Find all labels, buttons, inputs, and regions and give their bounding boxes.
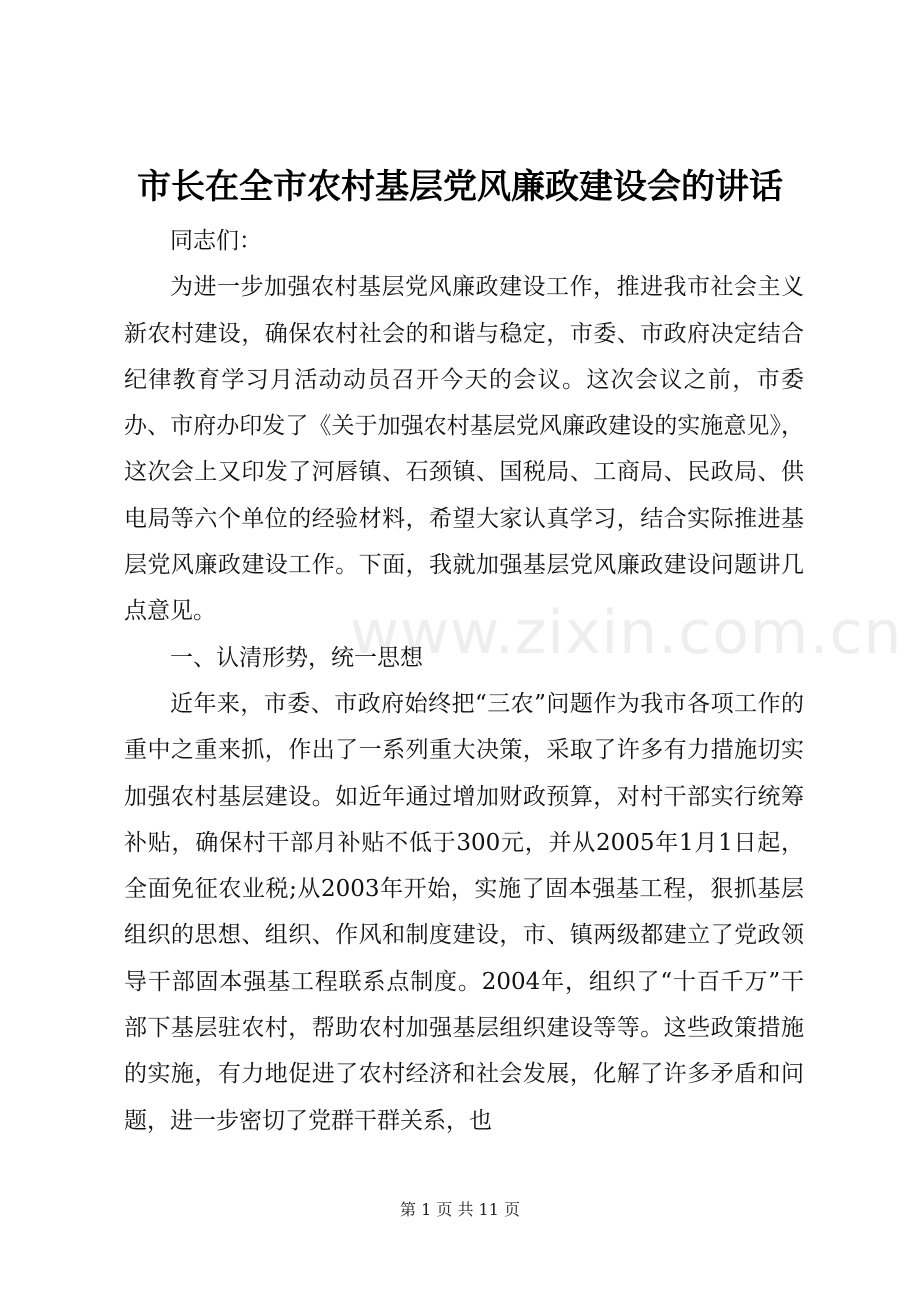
- salutation-paragraph: 同志们：: [170, 228, 262, 254]
- document-title: 市长在全市农村基层党风廉政建设会的讲话: [137, 167, 783, 207]
- body-paragraph: 近年来，市委、市政府始终把“三农”问题作为我市各项工作的重中之重来抓，作出了一系列重大决策，采取了许多有力措施切实加强农村基层建设。如近年通过增加财政预算，对村干部实行统筹补贴，确保村干部月补贴不低于300元，并从2005年1月1日起，全面免征农业税;从2003年开始，实施了固本强基工程，狠抓基层组织的思想、组织、作风和制度建设，市、镇两级都建立了党政领导干部固本强基工程联系点制度。2004年，组织了“十百千万”干部下基层驻农村，帮助农村加强基层组织建设等等。这些政策措施的实施，有力地促进了农村经济和社会发展，化解了许多矛盾和问题，进一步密切了党群干群关系，也: [124, 690, 804, 1134]
- page-footer: 第 1 页 共 11 页: [400, 1200, 520, 1219]
- section-heading: 一、认清形势，统一思想: [170, 644, 423, 671]
- document-body: [124, 218, 903, 1144]
- intro-paragraph: 为进一步加强农村基层党风廉政建设工作，推进我市社会主义新农村建设，确保农村社会的和谐与稳定，市委、市政府决定结合纪律教育学习月活动动员召开今天的会议。这次会议之前，市委办、市府办印发了《关于加强农村基层党风廉政建设的实施意见》，这次会上又印发了河唇镇、石颈镇、国税局、工商局、民政局、供电局等六个单位的经验材料，希望大家认真学习，结合实际推进基层党风廉政建设工作。下面，我就加强基层党风廉政建设问题讲几点意见。: [124, 274, 804, 625]
- watermark: www.zixin.com.cn: [350, 598, 903, 668]
